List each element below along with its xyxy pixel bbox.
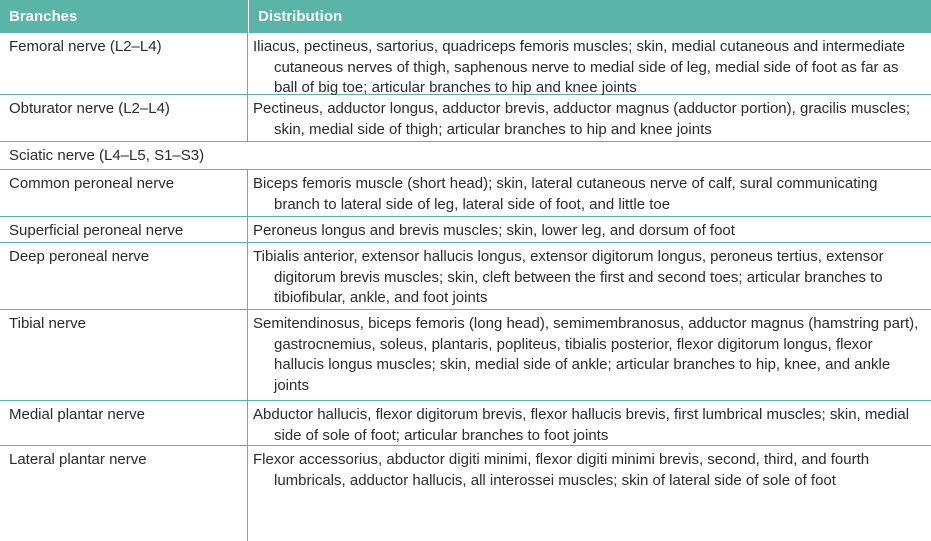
table-row: [0, 170, 931, 217]
distribution-cell: Peroneus longus and brevis muscles; skin, lower leg, and dorsum of foot: [253, 222, 735, 239]
header-distribution: Distribution: [258, 8, 343, 25]
table-header: [0, 0, 931, 33]
distribution-cell: Iliacus, pectineus, sartorius, quadriceps femoris muscles; skin, medial cutaneous and intermediate cutaneous nerves of thigh, saphenous nerve to medial side of leg, medial side of foot as far as ball of big toe; articular branches to hip and knee joints: [253, 38, 905, 96]
branch-cell: Common peroneal nerve: [0, 170, 248, 216]
branch-cell: Superficial peroneal nerve: [0, 217, 248, 242]
table-row: [0, 33, 931, 95]
distribution-cell: Tibialis anterior, extensor hallucis longus, extensor digitorum longus, peroneus tertius, extensor digitorum brevis muscles; skin, cleft between the first and second toes; articular branches to tibiofibular, ankle, and foot joints: [253, 248, 884, 306]
table-row: [0, 217, 931, 243]
branch-cell: Lateral plantar nerve: [0, 446, 248, 541]
distribution-cell: Pectineus, adductor longus, adductor brevis, adductor magnus (adductor portion), gracilis muscles; skin, medial side of thigh; articular branches to hip and knee joints: [253, 100, 911, 138]
table-row-section: [0, 142, 931, 170]
distribution-cell: Biceps femoris muscle (short head); skin, lateral cutaneous nerve of calf, sural communicating branch to lateral side of leg, lateral side of foot, and little toe: [253, 175, 878, 213]
table-row: [0, 243, 931, 310]
branch-cell: Deep peroneal nerve: [0, 243, 248, 309]
table-row: [0, 401, 931, 446]
header-branches: Branches: [9, 8, 78, 25]
branch-cell: Obturator nerve (L2–L4): [0, 95, 248, 141]
distribution-cell: Semitendinosus, biceps femoris (long head), semimembranosus, adductor magnus (hamstring part), gastrocnemius, soleus, plantaris, popliteus, tibialis posterior, flexor digitorum longus, flexor hallucis longus muscles; skin, medial side of ankle; articular branches to hip, knee, and ankle joints: [253, 315, 919, 394]
branch-cell: Tibial nerve: [0, 310, 248, 400]
distribution-cell: Abductor hallucis, flexor digitorum brevis, flexor hallucis brevis, first lumbrical muscles; skin, medial side of sole of foot; articular branches to foot joints: [253, 406, 910, 444]
branch-cell: Femoral nerve (L2–L4): [0, 33, 248, 94]
table-row: [0, 446, 931, 541]
table-row: [0, 310, 931, 401]
section-cell: Sciatic nerve (L4–L5, S1–S3): [9, 147, 205, 164]
branch-cell: Medial plantar nerve: [0, 401, 248, 445]
distribution-cell: Flexor accessorius, abductor digiti minimi, flexor digiti minimi brevis, second, third, and fourth lumbricals, adductor hallucis, all interossei muscles; skin of lateral side of sole of foot: [253, 451, 870, 489]
table-row: [0, 95, 931, 142]
